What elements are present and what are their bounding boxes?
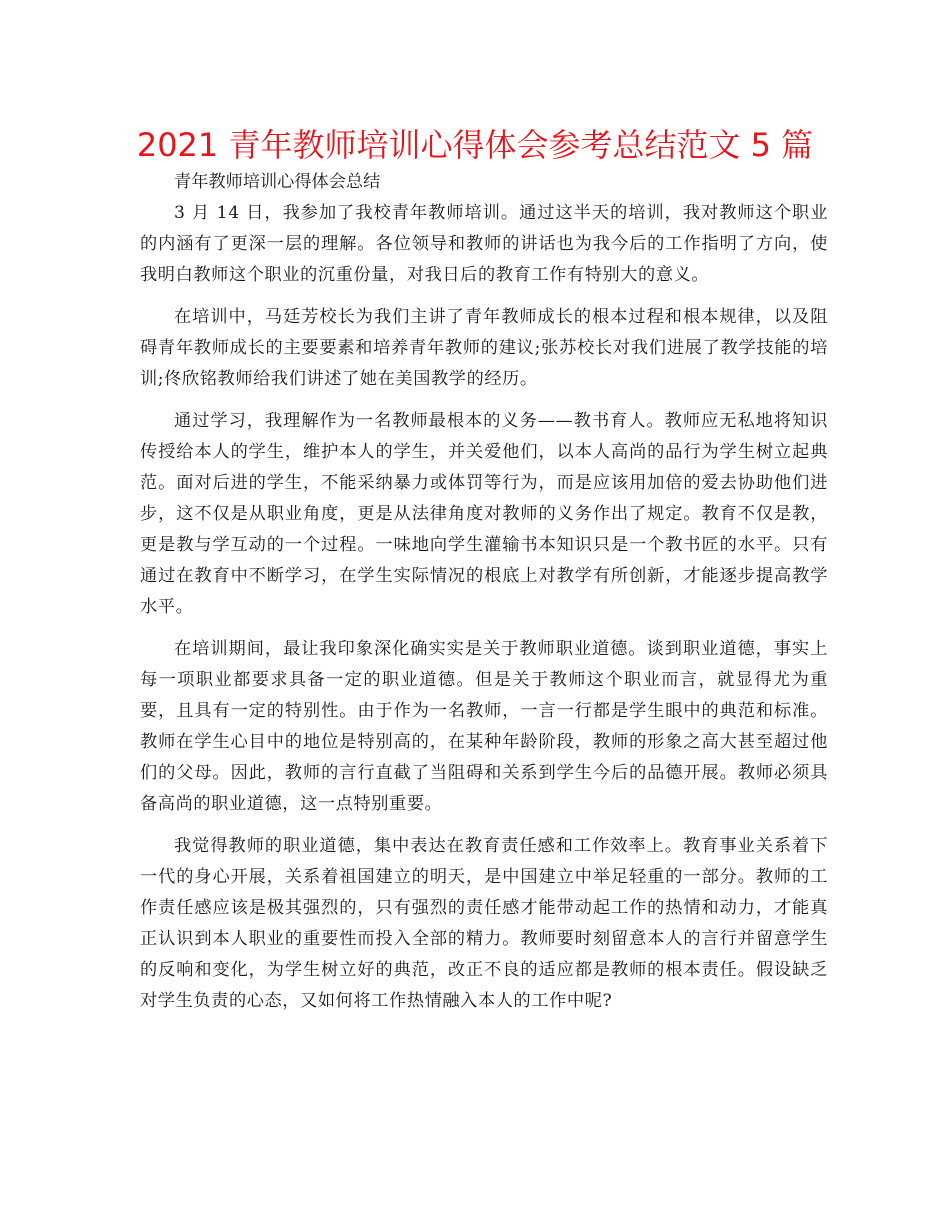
paragraph: 我觉得教师的职业道德，集中表达在教育责任感和工作效率上。教育事业关系着下一代的身心开展，关系着祖国建立的明天，是中国建立中举足轻重的一部分。教师的工作责任感应该是极其强烈的，只有强烈的责任感才能带动起工作的热情和动力，才能真正认识到本人职业的重要性而投入全部的精力。教师要时刻留意本人的言行并留意学生的反响和变化，为学生树立好的典范，改正不良的适应都是教师的根本责任。假设缺乏对学生负责的心态，又如何将工作热情融入本人的工作中呢?	[140, 836, 828, 1011]
paragraph: 通过学习，我理解作为一名教师最根本的义务——教书育人。教师应无私地将知识传授给本人的学生，维护本人的学生，并关爱他们，以本人高尚的品行为学生树立起典范。面对后进的学生，不能采纳暴力或体罚等行为，而是应该用加倍的爱去协助他们进步，这不仅是从职业角度，更是从法律角度对教师的义务作出了规定。教育不仅是教，更是教与学互动的一个过程。一味地向学生灌输书本知识只是一个教书匠的水平。只有通过在教育中不断学习，在学生实际情况的根底上对教学有所创新，才能逐步提高教学水平。	[140, 411, 828, 617]
paragraph: 3 月 14 日，我参加了我校青年教师培训。通过这半天的培训，我对教师这个职业的内涵有了更深一层的理解。各位领导和教师的讲话也为我今后的工作指明了方向，使我明白教师这个职业的沉重份量，对我日后的教育工作有特别大的意义。	[140, 203, 828, 285]
paragraph: 在培训中，马廷芳校长为我们主讲了青年教师成长的根本过程和根本规律，以及阻碍青年教师成长的主要要素和培养青年教师的建议;张苏校长对我们进展了教学技能的培训;佟欣铭教师给我们讲述了她在美国教学的经历。	[140, 307, 828, 389]
paragraph: 在培训期间，最让我印象深化确实实是关于教师职业道德。谈到职业道德，事实上每一项职业都要求具备一定的职业道德。但是关于教师这个职业而言，就显得尤为重要，且具有一定的特别性。由于作为一名教师，一言一行都是学生眼中的典范和标准。教师在学生心目中的地位是特别高的，在某种年龄阶段，教师的形象之高大甚至超过他们的父母。因此，教师的言行直截了当阻碍和关系到学生今后的品德开展。教师必须具备高尚的职业道德，这一点特别重要。	[140, 639, 828, 814]
document-title: 2021 青年教师培训心得体会参考总结范文 5 篇	[136, 126, 814, 164]
document-body	[140, 167, 828, 1028]
document-subtitle: 青年教师培训心得体会总结	[174, 172, 381, 192]
